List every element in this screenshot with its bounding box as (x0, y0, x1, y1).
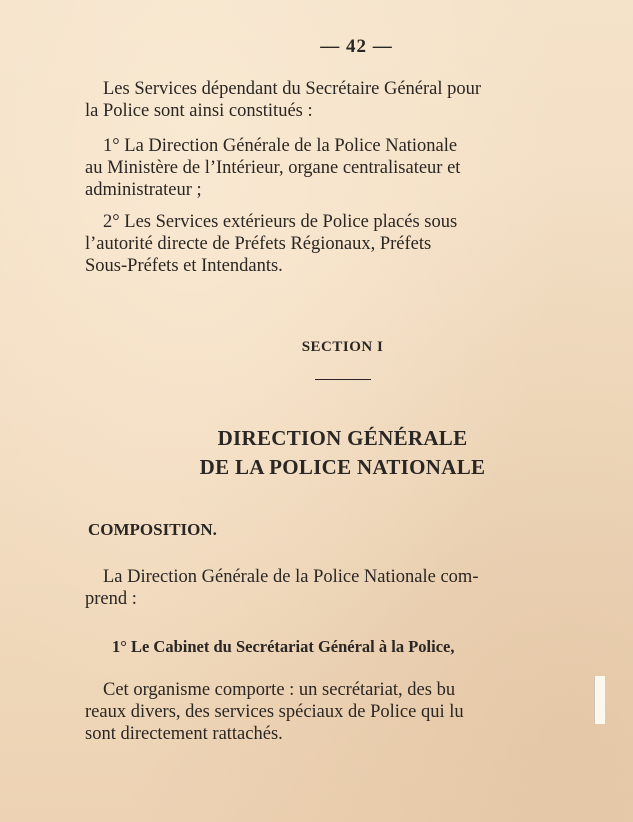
section-title-line1: DIRECTION GÉNÉRALE (217, 426, 468, 450)
section-title-line2: DE LA POLICE NATIONALE (199, 455, 486, 479)
composition-paragraph (85, 566, 597, 610)
paragraph-line: sont directement rattachés. (85, 724, 283, 744)
cabinet-paragraph (85, 679, 597, 745)
paragraph-line: 1° La Direction Générale de la Police Nationale (103, 136, 458, 156)
paragraph-line: administrateur ; (85, 180, 202, 200)
paragraph-line: au Ministère de l’Intérieur, organe centralisateur et (85, 158, 461, 178)
paper-tab (594, 676, 605, 724)
composition-heading: COMPOSITION. (88, 520, 217, 539)
item1-paragraph (85, 135, 597, 201)
paragraph-line: la Police sont ainsi constitués : (85, 101, 313, 121)
section-divider (315, 379, 371, 380)
section-label: SECTION I (301, 339, 384, 355)
cabinet-heading: 1° Le Cabinet du Secrétariat Général à la Police, (112, 637, 455, 656)
paragraph-line: La Direction Générale de la Police Nationale com- (103, 567, 479, 587)
page-number: — 42 — (320, 36, 393, 57)
paragraph-line: Les Services dépendant du Secrétaire Général pour (103, 79, 482, 99)
paragraph-line: l’autorité directe de Préfets Régionaux, Préfets (85, 234, 432, 254)
intro-paragraph (85, 78, 597, 122)
paragraph-line: 2° Les Services extérieurs de Police placés sous (103, 212, 458, 232)
paragraph-line: reaux divers, des services spéciaux de Police qui lu (85, 702, 464, 722)
item2-paragraph (85, 211, 597, 277)
paragraph-line: Sous-Préfets et Intendants. (85, 256, 283, 276)
paragraph-line: prend : (85, 589, 137, 609)
paragraph-line: Cet organisme comporte : un secrétariat, des bu (103, 680, 456, 700)
